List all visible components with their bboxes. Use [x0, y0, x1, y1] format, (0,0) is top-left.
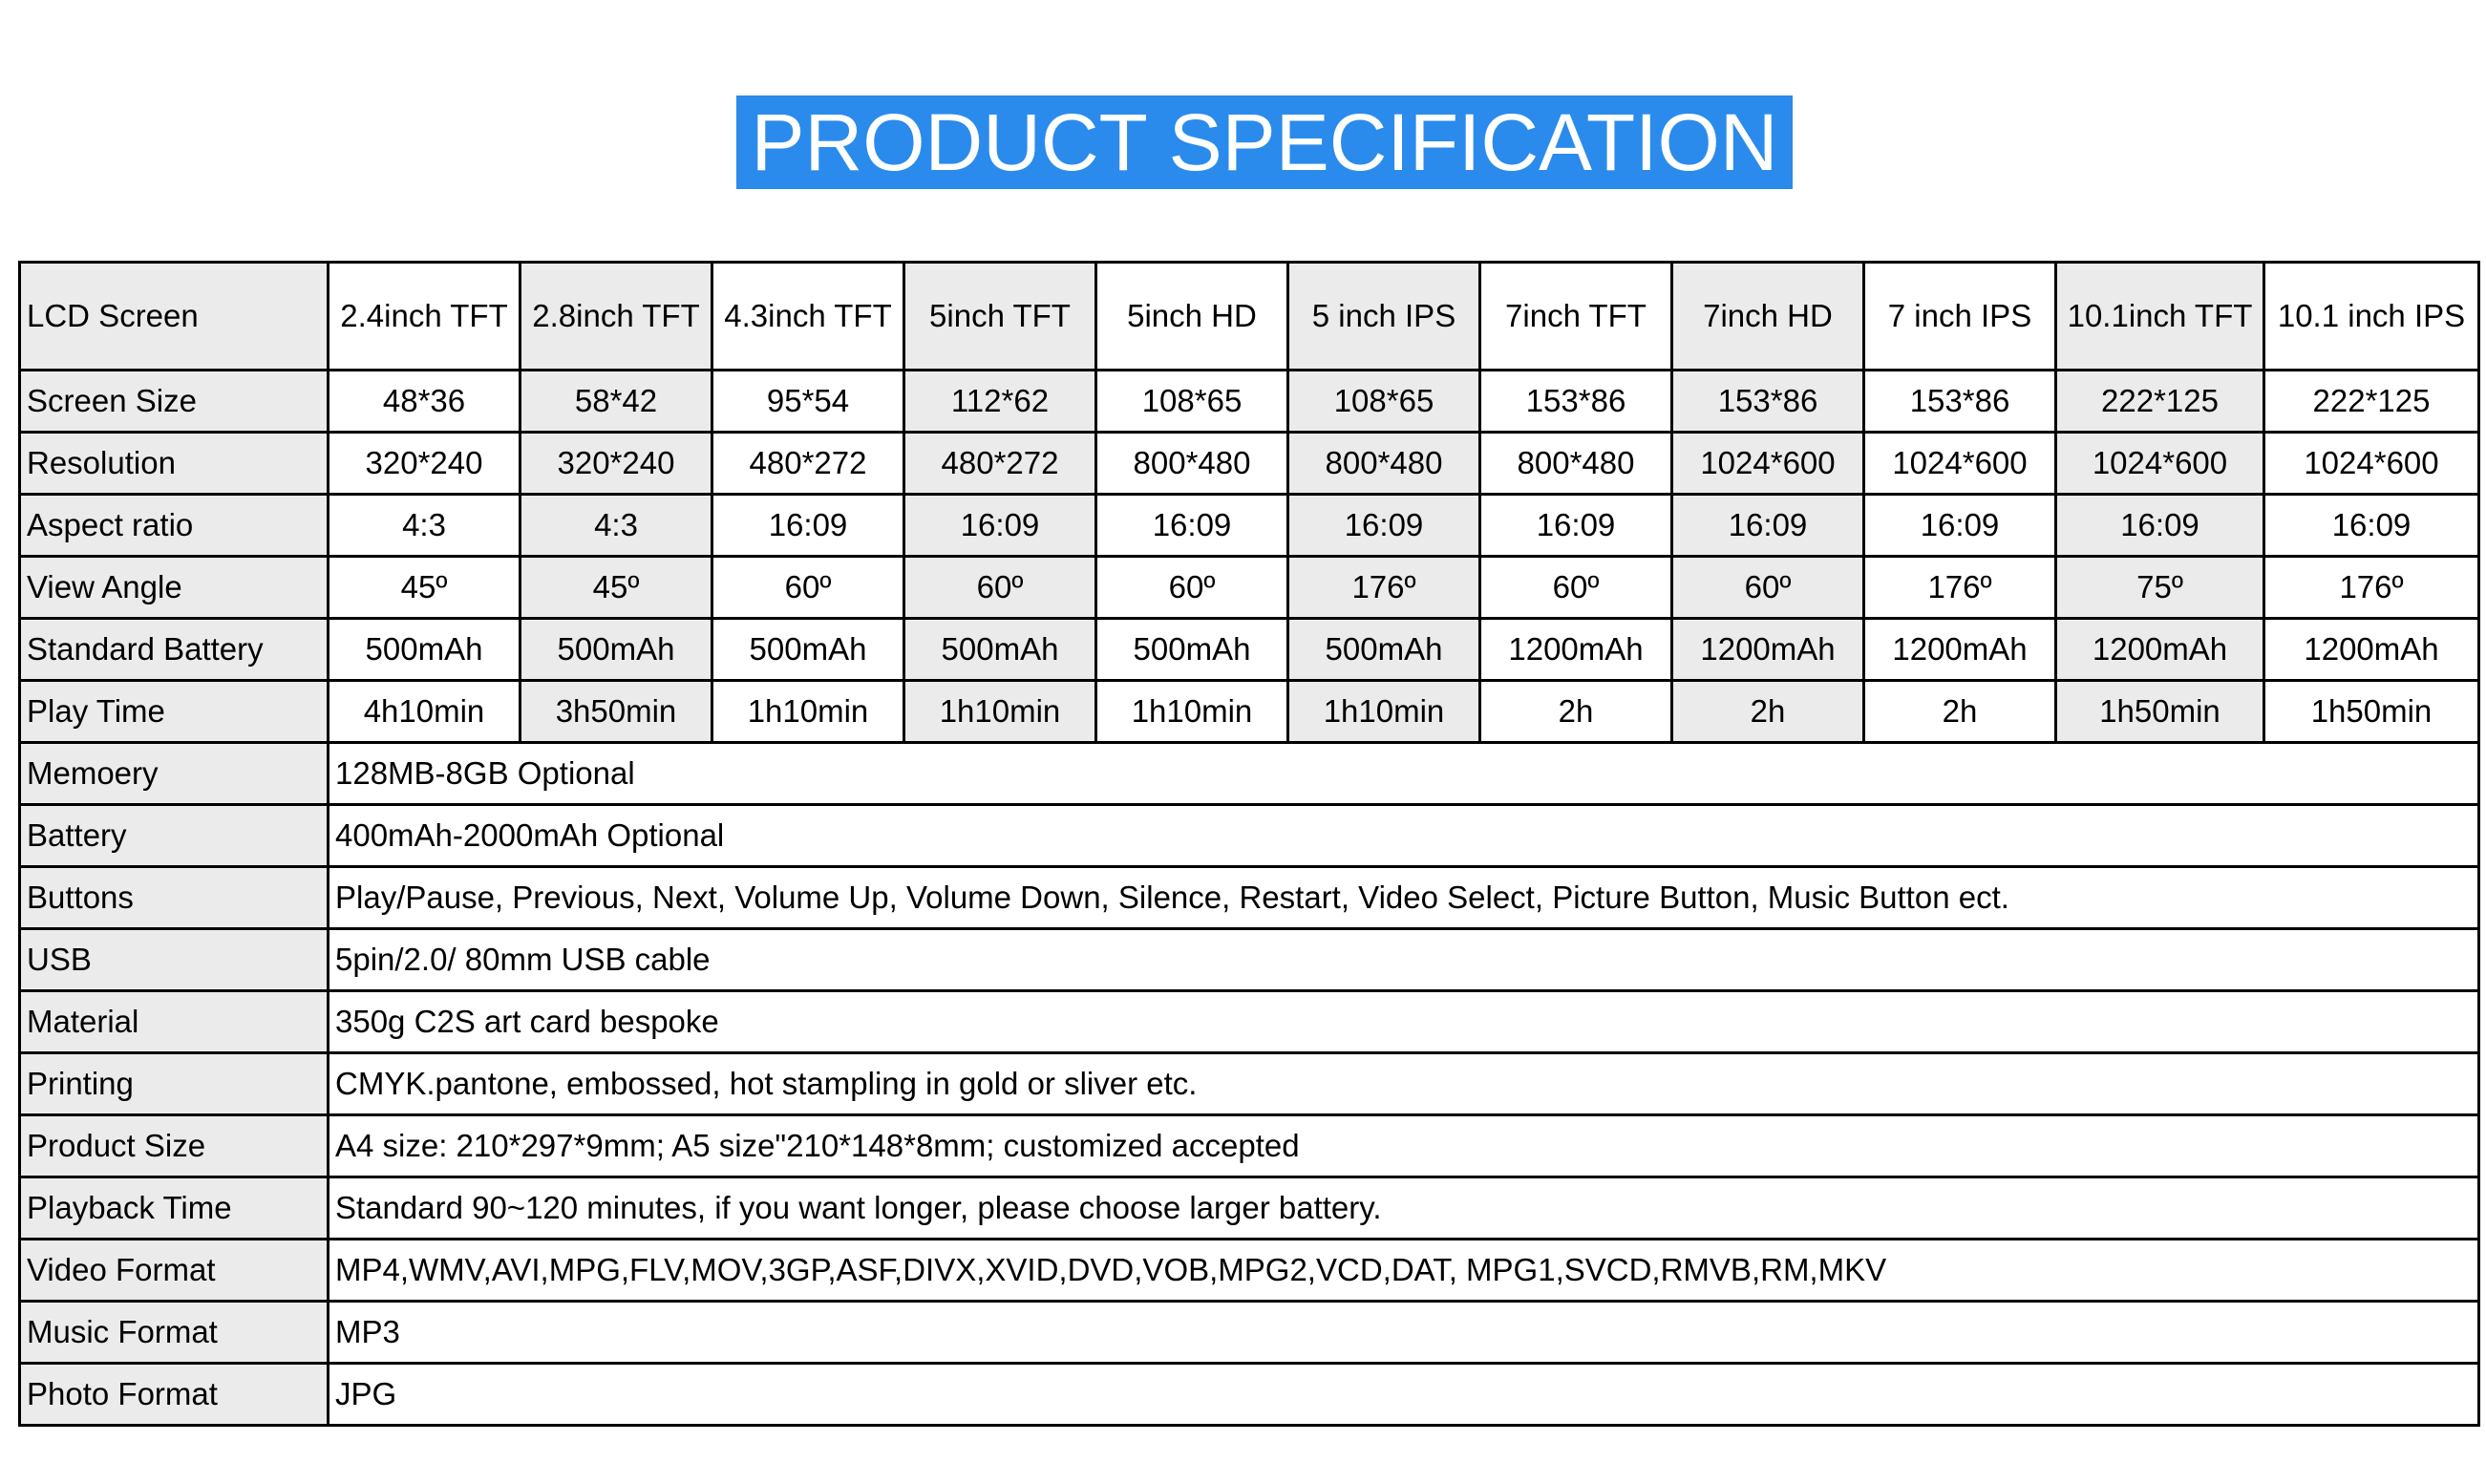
spec-value-cell: 4:3 [329, 495, 521, 557]
row-label: Photo Format [20, 1364, 329, 1426]
spec-detail-cell: CMYK.pantone, embossed, hot stampling in gold or sliver etc. [329, 1053, 2479, 1115]
spec-value-cell: 95*54 [712, 371, 904, 433]
row-label: Play Time [20, 681, 329, 743]
spec-value-cell: 1024*600 [1672, 433, 1864, 495]
spec-value-cell: 480*272 [904, 433, 1096, 495]
spec-value-cell: 16:09 [712, 495, 904, 557]
spec-value-cell: 16:09 [1864, 495, 2056, 557]
spec-value-cell: 1024*600 [1864, 433, 2056, 495]
table-row [20, 619, 2479, 681]
model-header-cell: 7inch TFT [1480, 263, 1672, 371]
spec-value-cell: 320*240 [521, 433, 712, 495]
spec-value-cell: 800*480 [1288, 433, 1480, 495]
model-header-cell: 10.1inch TFT [2056, 263, 2264, 371]
spec-value-cell: 500mAh [904, 619, 1096, 681]
spec-value-cell: 108*65 [1096, 371, 1288, 433]
table-row [20, 805, 2479, 867]
row-label: LCD Screen [20, 263, 329, 371]
spec-value-cell: 108*65 [1288, 371, 1480, 433]
model-header-cell: 4.3inch TFT [712, 263, 904, 371]
spec-value-cell: 16:09 [1672, 495, 1864, 557]
spec-value-cell: 222*125 [2264, 371, 2479, 433]
row-label: Battery [20, 805, 329, 867]
model-header-cell: 5inch TFT [904, 263, 1096, 371]
spec-value-cell: 16:09 [2056, 495, 2264, 557]
model-header-cell: 5 inch IPS [1288, 263, 1480, 371]
spec-value-cell: 112*62 [904, 371, 1096, 433]
spec-value-cell: 800*480 [1096, 433, 1288, 495]
model-header-cell: 5inch HD [1096, 263, 1288, 371]
table-row [20, 681, 2479, 743]
model-header-cell: 7inch HD [1672, 263, 1864, 371]
spec-value-cell: 1024*600 [2056, 433, 2264, 495]
spec-value-cell: 48*36 [329, 371, 521, 433]
table-row [20, 371, 2479, 433]
spec-value-cell: 75º [2056, 557, 2264, 619]
row-label: Buttons [20, 867, 329, 929]
model-header-cell: 7 inch IPS [1864, 263, 2056, 371]
spec-value-cell: 1h10min [904, 681, 1096, 743]
table-row [20, 433, 2479, 495]
table-row [20, 1053, 2479, 1115]
title-container [0, 95, 2486, 189]
spec-value-cell: 16:09 [1096, 495, 1288, 557]
row-label: USB [20, 929, 329, 991]
row-label: Video Format [20, 1240, 329, 1302]
table-row [20, 743, 2479, 805]
spec-value-cell: 153*86 [1864, 371, 2056, 433]
spec-value-cell: 16:09 [1288, 495, 1480, 557]
spec-value-cell: 2h [1864, 681, 2056, 743]
row-label: Standard Battery [20, 619, 329, 681]
spec-detail-cell: 5pin/2.0/ 80mm USB cable [329, 929, 2479, 991]
spec-value-cell: 4h10min [329, 681, 521, 743]
spec-value-cell: 222*125 [2056, 371, 2264, 433]
spec-value-cell: 500mAh [329, 619, 521, 681]
spec-value-cell: 500mAh [1288, 619, 1480, 681]
spec-value-cell: 16:09 [1480, 495, 1672, 557]
spec-value-cell: 2h [1480, 681, 1672, 743]
model-header-cell: 10.1 inch IPS [2264, 263, 2479, 371]
spec-value-cell: 153*86 [1672, 371, 1864, 433]
table-row [20, 991, 2479, 1053]
row-label: Product Size [20, 1115, 329, 1177]
spec-value-cell: 320*240 [329, 433, 521, 495]
spec-value-cell: 60º [1480, 557, 1672, 619]
row-label: Music Format [20, 1302, 329, 1364]
spec-detail-cell: JPG [329, 1364, 2479, 1426]
table-row [20, 1364, 2479, 1426]
table-row [20, 1177, 2479, 1240]
row-label: Memoery [20, 743, 329, 805]
spec-value-cell: 800*480 [1480, 433, 1672, 495]
spec-value-cell: 1h10min [1096, 681, 1288, 743]
spec-detail-cell: 350g C2S art card bespoke [329, 991, 2479, 1053]
spec-value-cell: 58*42 [521, 371, 712, 433]
spec-value-cell: 153*86 [1480, 371, 1672, 433]
table-row [20, 867, 2479, 929]
spec-value-cell: 3h50min [521, 681, 712, 743]
row-label: Resolution [20, 433, 329, 495]
spec-value-cell: 45º [329, 557, 521, 619]
spec-detail-cell: 128MB-8GB Optional [329, 743, 2479, 805]
table-row [20, 929, 2479, 991]
spec-value-cell: 2h [1672, 681, 1864, 743]
table-row [20, 1115, 2479, 1177]
spec-value-cell: 16:09 [904, 495, 1096, 557]
spec-detail-cell: 400mAh-2000mAh Optional [329, 805, 2479, 867]
spec-table-body [20, 263, 2479, 1426]
spec-detail-cell: MP4,WMV,AVI,MPG,FLV,MOV,3GP,ASF,DIVX,XVID,DVD,VOB,MPG2,VCD,DAT, MPG1,SVCD,RMVB,RM,MKV [329, 1240, 2479, 1302]
table-row [20, 557, 2479, 619]
spec-value-cell: 4:3 [521, 495, 712, 557]
page-title: PRODUCT SPECIFICATION [736, 95, 1794, 189]
spec-value-cell: 60º [904, 557, 1096, 619]
spec-value-cell: 1200mAh [1480, 619, 1672, 681]
spec-detail-cell: MP3 [329, 1302, 2479, 1364]
spec-detail-cell: Standard 90~120 minutes, if you want longer, please choose larger battery. [329, 1177, 2479, 1240]
table-row [20, 1240, 2479, 1302]
spec-detail-cell: A4 size: 210*297*9mm; A5 size"210*148*8mm; customized accepted [329, 1115, 2479, 1177]
spec-value-cell: 480*272 [712, 433, 904, 495]
spec-value-cell: 1h50min [2264, 681, 2479, 743]
model-header-cell: 2.4inch TFT [329, 263, 521, 371]
spec-value-cell: 176º [1864, 557, 2056, 619]
table-row [20, 1302, 2479, 1364]
table-row [20, 495, 2479, 557]
spec-value-cell: 1200mAh [2264, 619, 2479, 681]
row-label: Screen Size [20, 371, 329, 433]
spec-value-cell: 1200mAh [2056, 619, 2264, 681]
spec-value-cell: 1024*600 [2264, 433, 2479, 495]
spec-value-cell: 60º [1672, 557, 1864, 619]
spec-value-cell: 60º [712, 557, 904, 619]
spec-value-cell: 1200mAh [1672, 619, 1864, 681]
spec-value-cell: 500mAh [1096, 619, 1288, 681]
row-label: Playback Time [20, 1177, 329, 1240]
spec-value-cell: 60º [1096, 557, 1288, 619]
row-label: Aspect ratio [20, 495, 329, 557]
spec-value-cell: 500mAh [521, 619, 712, 681]
spec-value-cell: 500mAh [712, 619, 904, 681]
spec-value-cell: 1h10min [712, 681, 904, 743]
spec-table [18, 261, 2480, 1427]
spec-detail-cell: Play/Pause, Previous, Next, Volume Up, Volume Down, Silence, Restart, Video Select, Picture Button, Music Button ect. [329, 867, 2479, 929]
table-header-row [20, 263, 2479, 371]
spec-value-cell: 1h50min [2056, 681, 2264, 743]
model-header-cell: 2.8inch TFT [521, 263, 712, 371]
row-label: Printing [20, 1053, 329, 1115]
spec-value-cell: 16:09 [2264, 495, 2479, 557]
row-label: Material [20, 991, 329, 1053]
spec-value-cell: 1200mAh [1864, 619, 2056, 681]
spec-value-cell: 1h10min [1288, 681, 1480, 743]
spec-value-cell: 45º [521, 557, 712, 619]
spec-value-cell: 176º [1288, 557, 1480, 619]
row-label: View Angle [20, 557, 329, 619]
spec-value-cell: 176º [2264, 557, 2479, 619]
